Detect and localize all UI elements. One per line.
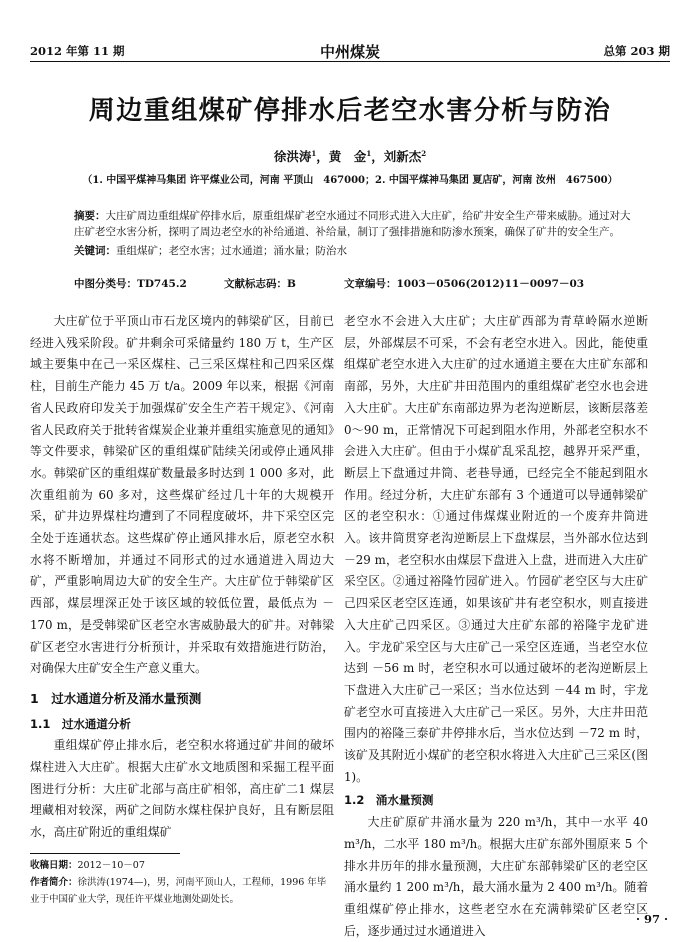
author-3: 刘新杰 xyxy=(383,149,422,164)
article-title: 周边重组煤矿停排水后老空水害分析与防治 xyxy=(88,96,612,126)
section-1-1-paragraph: 重组煤矿停止排水后，老空积水将通过矿井间的破坏煤柱进入大庄矿。根据大庄矿水文地质图和采掘工程平面图进行分析：大庄矿北部与高庄矿相邻，高庄矿二1 煤层埋藏相对较深，两矿之间防水煤柱保护良好，且有断层阻水，高庄矿附近的重组煤矿 xyxy=(30,738,334,840)
doc-code-label: 文献标志码： xyxy=(224,278,287,290)
received-label: 收稿日期： xyxy=(30,860,78,871)
left-column xyxy=(30,311,334,844)
abstract-label: 摘要： xyxy=(74,210,106,222)
section-1-1-heading: 1.1 过水通道分析 xyxy=(30,716,131,731)
total-issue-label: 总第 203 期 xyxy=(603,44,670,58)
article-id-value: 1003－0506(2012)11－0097－03 xyxy=(396,278,585,290)
clc-value: TD745.2 xyxy=(137,278,187,290)
header-rule xyxy=(30,61,670,62)
author-2-sup: 1 xyxy=(366,148,372,158)
inflow-paragraph: 大庄矿原矿井涌水量为 220 m³/h，其中一水平 40 m³/h，二水平 180 m³/h。根据大庄矿东部外围原来 5 个排水井历年的排水量预测，大庄矿东部韩梁矿区的老空区涌水量约 1 200 m³/h，最大涌水量为 2 400 m³/h。随着重组煤矿停止排水，这些老空水在充满韩梁矿区老空区后，逐步通过过水通道进入 xyxy=(344,815,648,938)
doc-code-value: B xyxy=(287,278,296,290)
article-id-label: 文章编号： xyxy=(344,278,397,290)
footnote xyxy=(30,857,334,908)
section-1-heading: 1 过水通道分析及涌水量预测 xyxy=(30,690,202,706)
author-3-sup: 2 xyxy=(421,148,427,158)
channel-analysis-paragraph: 老空水不会进入大庄矿；大庄矿西部为青草岭隔水逆断层，外部煤层不可采，不会有老空水进入。因此，能使重组煤矿老空水进入大庄矿的过水通道主要在大庄矿东部和南部，另外，大庄矿井田范围内的重组煤矿老空水也会进入大庄矿。大庄矿东南部边界为老沟逆断层，该断层落差 0～90 m，正常情况下可起到阻水作用，外部老空积水不会进入大庄矿。但由于小煤矿乱采乱挖，越界开采严重，断层上下盘通过井筒、老巷导通，已经完全不能起到阻水作用。经过分析，大庄矿东部有 3 个通道可以导通韩梁矿区的老空积水：①通过伟煤煤业附近的一个废弃井筒进入。该井筒贯穿老沟逆断层上下盘煤层，当外部水位达到 －29 m，老空积水由煤层下盘进入上盘，进而进入大庄矿采空区。②通过裕隆竹园矿进入。竹园矿老空区与大庄矿己四采区老空区连通，如果该矿井有老空积水，则直接进入大庄矿己四采区。③通过大庄矿东部的裕隆宇龙矿进入。宇龙矿采空区与大庄矿己一采空区连通，当老空水位达到 －56 m 时，老空积水可以通过破坏的老沟逆断层上下盘进入大庄矿己一采区；当水位达到 －44 m 时，宇龙矿老空水可直接进入大庄矿己一采区。另外，大庄井田范围内的裕隆三泰矿井停排水后，当水位达到 －72 m 时，该矿及其附近小煤矿的老空积水将进入大庄矿己三采区(图 1)。 xyxy=(344,314,648,784)
footnote-rule xyxy=(30,853,180,854)
author-bio: 徐洪涛(1974—)，男，河南平顶山人，工程师，1996 年毕业于中国矿业大学，现任许平煤业地测处副处长。 xyxy=(30,877,327,905)
keywords-text: 重组煤矿；老空水害；过水通道；涌水量；防治水 xyxy=(116,245,347,257)
author-1: 徐洪涛 xyxy=(273,149,312,164)
clc-label: 中图分类号： xyxy=(74,278,137,290)
author-1-sup: 1 xyxy=(311,148,317,158)
keywords-label: 关键词： xyxy=(74,245,116,257)
right-column xyxy=(344,311,648,942)
author-bio-label: 作者简介： xyxy=(30,877,78,888)
received-date: 2012－10－07 xyxy=(77,860,145,871)
running-header xyxy=(30,40,670,60)
page-number: · 97 · xyxy=(635,912,668,926)
journal-name: 中州煤炭 xyxy=(319,43,380,61)
abstract-text: 大庄矿周边重组煤矿停排水后，原重组煤矿老空水通过不同形式进入大庄矿，给矿井安全生产带来威胁。通过对大庄矿老空水害分析，探明了周边老空水的补给通道、补给量，制订了强排措施和防渗水预案，确保了矿井的安全生产。 xyxy=(74,210,631,238)
classification-line xyxy=(74,276,639,291)
section-1-2-heading: 1.2 涌水量预测 xyxy=(344,793,434,808)
author-2: 黄 金 xyxy=(328,149,367,164)
intro-paragraph: 大庄矿位于平顶山市石龙区境内的韩梁矿区，目前已经进入残采阶段。矿井剩余可采储量约 180 万 t，生产区域主要集中在己一采区煤柱、己三采区煤柱和己四采区煤柱，目前生产能力 45 万 t/a。2009 年以来，根据《河南省人民政府印发关于加强煤矿安全生产若干规定》、《河南省人民政府关于批转省煤炭企业兼并重组实施意见的通知》等文件要求，韩梁矿区的重组煤矿陆续关闭或停止通风排水。韩梁矿区的重组煤矿数量最多时达到 1 000 多对，此次重组前为 60 多对，这些煤矿经过几十年的大规模开采，矿井边界煤柱均遭到了不同程度破坏，井下采空区完全处于连通状态。这些煤矿停止通风排水后，原老空水积水将不断增加，并通过不同形式的过水通道进入周边大矿，严重影响周边大矿的安全生产。大庄矿位于韩梁矿区西部，煤层埋深正处于该区域的较低位置，最低点为 －170 m，是受韩梁矿区老空水害威胁最大的矿井。对韩梁矿区老空水害进行分析预计，并采取有效措施进行防治，对确保大庄矿安全生产意义重大。 xyxy=(30,314,334,676)
author-list: 徐洪涛$^1$，黄 金$^1$，刘新杰$^2$ xyxy=(273,148,427,164)
issue-label: 2012 年第 11 期 xyxy=(30,44,125,58)
affiliation: （1. 中国平煤神马集团 许平煤业公司，河南 平顶山 467000；2. 中国平煤神马集团 夏店矿，河南 汝州 467500） xyxy=(82,175,618,186)
abstract-block xyxy=(74,208,639,259)
